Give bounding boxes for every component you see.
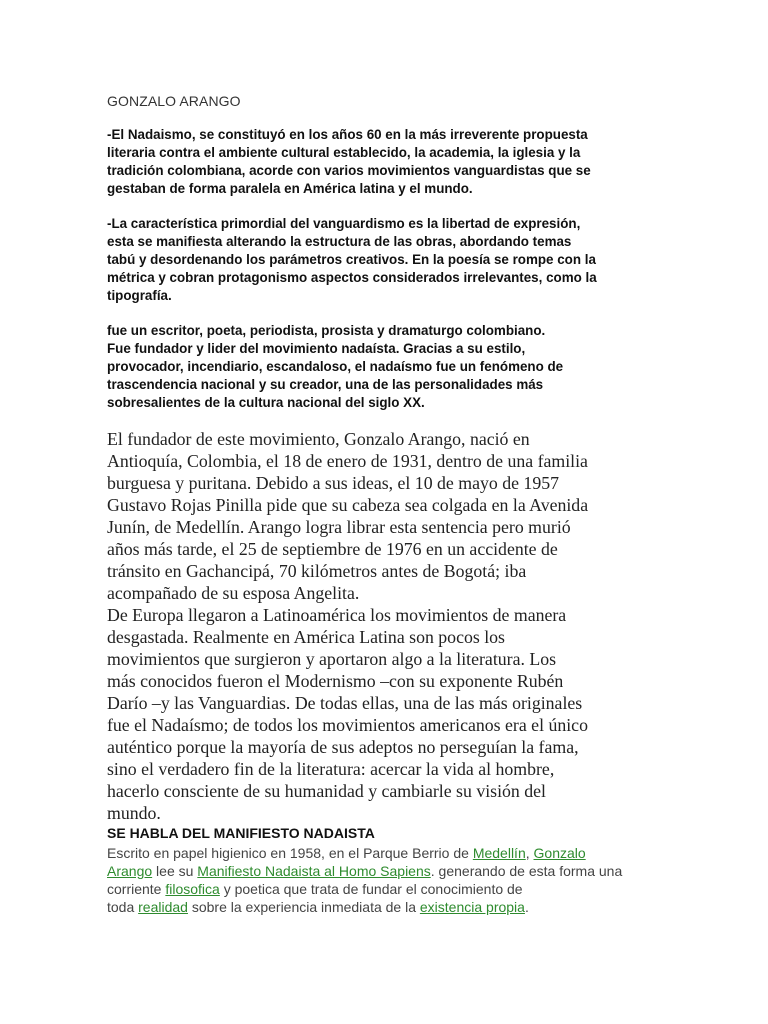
link-existencia-propia[interactable]: existencia propia bbox=[419, 899, 525, 915]
manifesto-text: . bbox=[524, 899, 529, 915]
manifesto-text: , bbox=[525, 845, 534, 861]
text-line: -El Nadaismo, se constituyó en los años 60 en la más irreverente propuesta bbox=[107, 127, 588, 142]
text-line bbox=[107, 862, 667, 880]
manifesto-paragraph bbox=[107, 844, 667, 916]
text-line: burguesa y puritana. Debido a sus ideas, el 10 de mayo de 1957 bbox=[107, 473, 559, 493]
text-line: Fue fundador y lider del movimiento nadaísta. Gracias a su estilo, bbox=[107, 341, 526, 356]
text-line: Darío –y las Vanguardias. De todas ellas, una de las más originales bbox=[107, 693, 583, 713]
text-line: mundo. bbox=[107, 803, 161, 823]
manifesto-text: Escrito en papel higienico en 1958, en el Parque Berrio de bbox=[107, 845, 473, 861]
manifesto-text: y poetica que trata de fundar el conocimiento de bbox=[219, 881, 523, 897]
text-line: fue un escritor, poeta, periodista, prosista y dramaturgo colombiano. bbox=[107, 323, 546, 338]
manifesto-text: corriente bbox=[107, 881, 166, 897]
text-line: más conocidos fueron el Modernismo –con su exponente Rubén bbox=[107, 671, 564, 691]
text-line: hacerlo consciente de su humanidad y cambiarle su visión del bbox=[107, 781, 546, 801]
manifesto-text: . generando de esta forma una bbox=[430, 863, 623, 879]
text-line: acompañado de su esposa Angelita. bbox=[107, 583, 360, 603]
text-line: años más tarde, el 25 de septiembre de 1976 en un accidente de bbox=[107, 539, 558, 559]
serif-paragraph-fundador bbox=[107, 428, 667, 604]
bold-paragraph-vanguardismo bbox=[107, 215, 667, 305]
text-line: sino el verdadero fin de la literatura: acercar la vida al hombre, bbox=[107, 759, 555, 779]
text-line: provocador, incendiario, escandaloso, el nadaísmo fue un fenómeno de bbox=[107, 359, 564, 374]
manifesto-text: sobre la experiencia inmediata de la bbox=[187, 899, 420, 915]
text-line bbox=[107, 844, 667, 862]
text-line: métrica y cobran protagonismo aspectos considerados irrelevantes, como la bbox=[107, 270, 597, 285]
text-line: El fundador de este movimiento, Gonzalo Arango, nació en bbox=[107, 429, 530, 449]
link-manifiesto[interactable]: Manifiesto Nadaista al Homo Sapiens bbox=[197, 863, 431, 879]
serif-body bbox=[107, 428, 667, 824]
text-line: Gustavo Rojas Pinilla pide que su cabeza sea colgada en la Avenida bbox=[107, 495, 589, 515]
manifesto-text: lee su bbox=[152, 863, 198, 879]
link-arango[interactable]: Arango bbox=[107, 863, 153, 879]
link-medellin[interactable]: Medellín bbox=[472, 845, 526, 861]
text-line: esta se manifiesta alterando la estructura de las obras, abordando temas bbox=[107, 234, 572, 249]
text-line: literaria contra el ambiente cultural establecido, la academia, la iglesia y la bbox=[107, 145, 581, 160]
text-line: movimientos que surgieron y aportaron algo a la literatura. Los bbox=[107, 649, 557, 669]
link-gonzalo[interactable]: Gonzalo bbox=[533, 845, 586, 861]
text-line: De Europa llegaron a Latinoamérica los movimientos de manera bbox=[107, 605, 567, 625]
text-line: fue el Nadaísmo; de todos los movimientos americanos era el único bbox=[107, 715, 588, 735]
manifesto-text: toda bbox=[107, 899, 139, 915]
link-filosofica[interactable]: filosofica bbox=[165, 881, 220, 897]
text-line: gestaban de forma paralela en América latina y el mundo. bbox=[107, 181, 473, 196]
text-line: trascendencia nacional y su creador, una de las personalidades más bbox=[107, 377, 544, 392]
text-line: tipografía. bbox=[107, 288, 172, 303]
text-line: tradición colombiana, acorde con varios movimientos vanguardistas que se bbox=[107, 163, 591, 178]
text-line: auténtico porque la mayoría de sus adeptos no perseguían la fama, bbox=[107, 737, 579, 757]
serif-paragraph-europa bbox=[107, 604, 667, 824]
document-title: GONZALO ARANGO bbox=[107, 93, 241, 109]
text-line bbox=[107, 880, 667, 898]
manifesto-heading: SE HABLA DEL MANIFIESTO NADAISTA bbox=[107, 825, 375, 841]
text-line: tabú y desordenando los parámetros creativos. En la poesía se rompe con la bbox=[107, 252, 596, 267]
text-line: Antioquía, Colombia, el 18 de enero de 1931, dentro de una familia bbox=[107, 451, 588, 471]
text-line: desgastada. Realmente en América Latina son pocos los bbox=[107, 627, 505, 647]
text-line: tránsito en Gachancipá, 70 kilómetros antes de Bogotá; iba bbox=[107, 561, 527, 581]
bold-paragraph-biografia bbox=[107, 322, 667, 412]
bold-paragraph-nadaismo bbox=[107, 126, 667, 198]
text-line bbox=[107, 898, 667, 916]
link-realidad[interactable]: realidad bbox=[138, 899, 188, 915]
text-line: -La característica primordial del vanguardismo es la libertad de expresión, bbox=[107, 216, 581, 231]
text-line: Junín, de Medellín. Arango logra librar esta sentencia pero murió bbox=[107, 517, 571, 537]
text-line: sobresalientes de la cultura nacional del siglo XX. bbox=[107, 395, 425, 410]
